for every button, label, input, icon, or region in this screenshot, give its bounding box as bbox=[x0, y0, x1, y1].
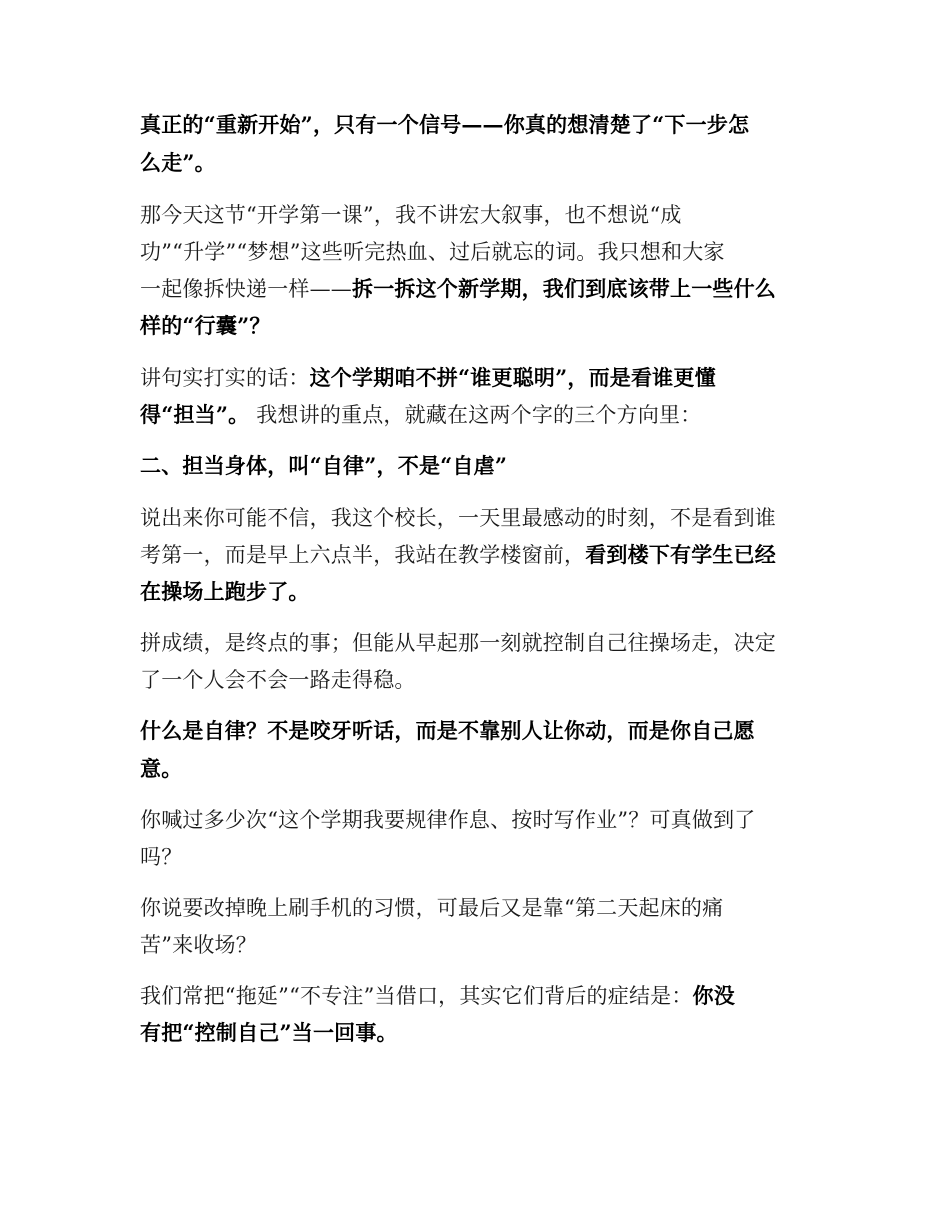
body-text: 苦”来收场？ bbox=[140, 933, 257, 957]
bold-text: 样的“行囊”？ bbox=[140, 313, 271, 338]
bold-text: 有把“控制自己”当一回事。 bbox=[140, 1020, 398, 1045]
body-text: 说出来你可能不信，我这个校长，一天里最感动的时刻，不是看到谁 bbox=[140, 506, 776, 530]
body-text: 了一个人会不会一路走得稳。 bbox=[140, 668, 416, 692]
text-line bbox=[140, 1021, 398, 1045]
text-line bbox=[140, 151, 216, 175]
body-text: 讲句实打实的话： bbox=[140, 366, 310, 390]
bold-text: 这个学期咱不拼“谁更聪明”，而是看谁更懂 bbox=[309, 365, 716, 390]
text-line bbox=[140, 719, 755, 743]
text-line bbox=[140, 933, 257, 957]
text-line bbox=[140, 984, 735, 1008]
body-text: 考第一，而是早上六点半，我站在教学楼窗前， bbox=[140, 543, 586, 567]
text-line bbox=[140, 403, 701, 427]
bold-text: 真正的“重新开始”，只有一个信号——你真的想清楚了“下一步怎 bbox=[140, 112, 750, 137]
text-line bbox=[140, 277, 776, 301]
text-line bbox=[140, 506, 776, 530]
body-text: 那今天这节“开学第一课”，我不讲宏大叙事，也不想说“成 bbox=[140, 203, 682, 227]
text-line bbox=[140, 366, 716, 390]
text-line bbox=[140, 896, 723, 920]
text-line bbox=[140, 845, 182, 869]
body-text: 拼成绩，是终点的事；但能从早起那一刻就控制自己往操场走，决定 bbox=[140, 631, 776, 655]
text-line bbox=[140, 580, 310, 604]
bold-text: 二、担当身体，叫“自律”，不是“自虐” bbox=[140, 453, 508, 478]
text-line bbox=[140, 314, 271, 338]
body-text: 你说要改掉晚上刷手机的习惯，可最后又是靠“第二天起床的痛 bbox=[140, 896, 724, 920]
bold-text: 什么是自律？不是咬牙听话，而是不靠别人让你动，而是你自己愿 bbox=[140, 718, 755, 743]
bold-text: 拆一拆这个新学期，我们到底该带上一些什么 bbox=[352, 276, 776, 301]
body-text: 一起像拆快递一样—— bbox=[140, 277, 352, 301]
text-line bbox=[140, 668, 416, 692]
section-heading bbox=[140, 454, 507, 478]
bold-text: 你没 bbox=[692, 983, 735, 1008]
body-text: 我想讲的重点，就藏在这两个字的三个方向里： bbox=[249, 403, 702, 427]
text-line bbox=[140, 240, 725, 264]
text-line bbox=[140, 203, 682, 227]
bold-text: 在操场上跑步了。 bbox=[140, 579, 310, 604]
body-text: 我们常把“拖延”“不专注”当借口，其实它们背后的症结是： bbox=[140, 984, 693, 1008]
text-line bbox=[140, 757, 182, 781]
body-text: 你喊过多少次“这个学期我要规律作息、按时写作业”？可真做到了 bbox=[140, 808, 756, 832]
bold-text: 得“担当”。 bbox=[140, 402, 250, 427]
body-text: 吗？ bbox=[140, 845, 183, 869]
text-line bbox=[140, 543, 776, 567]
bold-text: 意。 bbox=[140, 756, 183, 781]
body-text: 功”“升学”“梦想”这些听完热血、过后就忘的词。我只想和大家 bbox=[140, 240, 725, 264]
text-line bbox=[140, 808, 755, 832]
bold-text: 么走”。 bbox=[140, 150, 216, 175]
text-line bbox=[140, 631, 776, 655]
bold-text: 看到楼下有学生已经 bbox=[585, 542, 777, 567]
text-line bbox=[140, 113, 749, 137]
